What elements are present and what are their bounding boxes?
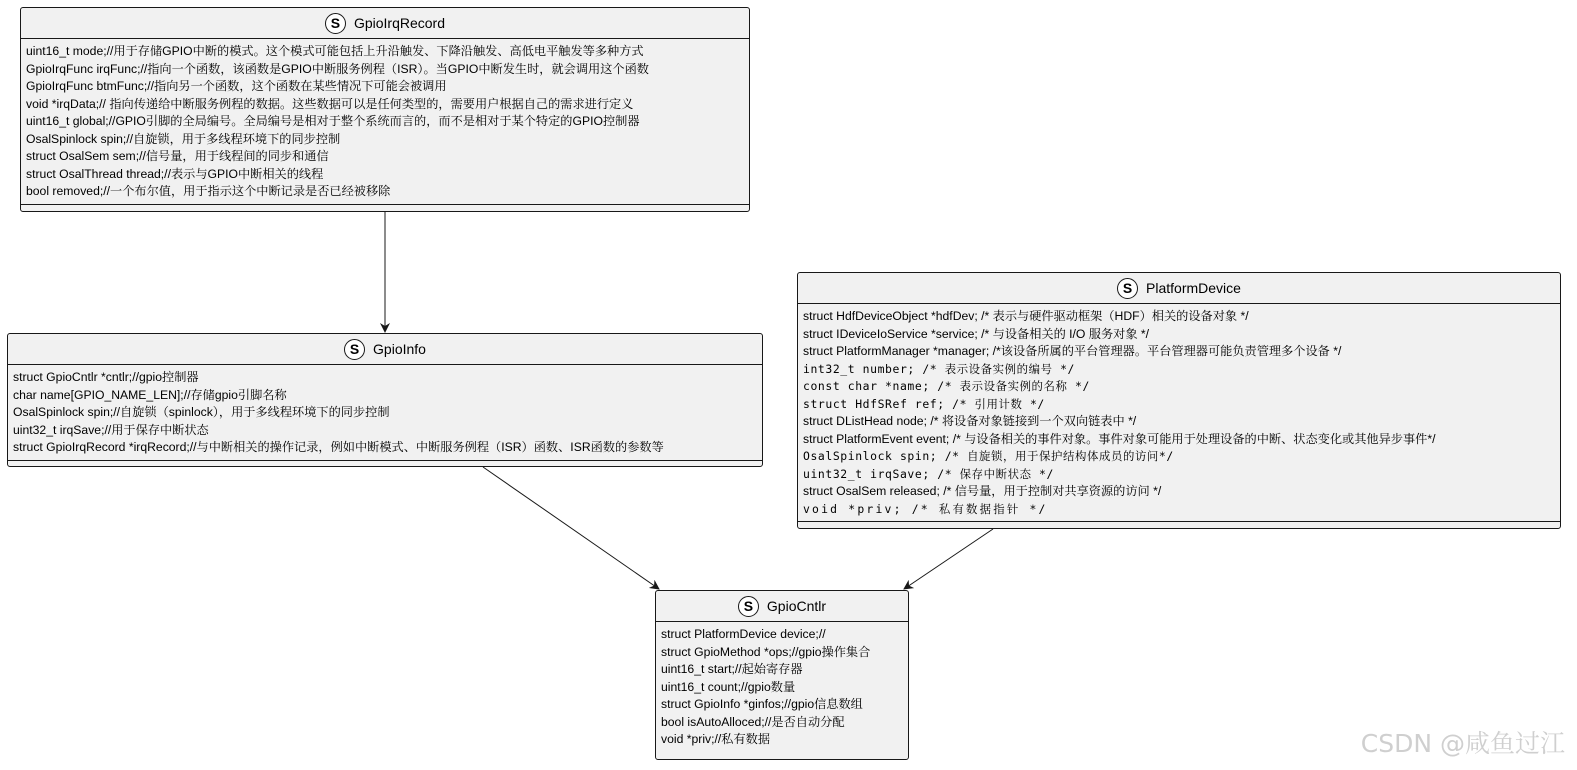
field-row: OsalSpinlock spin;//自旋锁，用于多线程环境下的同步控制 <box>26 131 341 146</box>
struct-stereotype-icon: S <box>325 13 346 34</box>
struct-stereotype-icon: S <box>344 339 365 360</box>
method-separator <box>21 204 749 213</box>
field-row: struct OsalSem released; /* 信号量，用于控制对共享资源的访问 */ <box>803 484 1162 498</box>
field-row: uint16_t global;//GPIO引脚的全局编号。全局编号是相对于整个系统而言的，而不是相对于某个特定的GPIO控制器 <box>26 114 640 128</box>
field-row: struct OsalSem sem;//信号量，用于线程间的同步和通信 <box>26 149 329 163</box>
field-row: bool removed;//一个布尔值，用于指示这个中断记录是否已经被移除 <box>26 184 391 198</box>
class-title: GpioIrqRecord <box>353 15 446 31</box>
edge-gpioinfo-to-gpiocntlr <box>483 467 659 589</box>
field-row: struct PlatformManager *manager; /*该设备所属的平台管理器。平台管理器可能负责管理多个设备 */ <box>803 344 1342 358</box>
field-row: struct PlatformEvent event; /* 与设备相关的事件对象。事件对象可能用于处理设备的中断、状态变化或其他异步事件*/ <box>803 431 1436 446</box>
class-box-gpioinfo[interactable] <box>7 333 763 467</box>
field-row: struct GpioMethod *ops;//gpio操作集合 <box>661 644 871 659</box>
field-row: struct HdfDeviceObject *hdfDev; /* 表示与硬件驱动框架（HDF）相关的设备对象 */ <box>803 309 1249 323</box>
method-separator <box>798 521 1560 530</box>
watermark: CSDN @咸鱼过江 <box>1360 729 1565 758</box>
field-row: struct IDeviceIoService *service; /* 与设备相关的 I/O 服务对象 */ <box>803 326 1150 341</box>
class-title: GpioInfo <box>373 341 426 357</box>
field-row: void *priv; /* 私有数据指针 */ <box>803 501 1048 516</box>
class-header <box>656 591 908 622</box>
field-row: void *irqData;// 指向传递给中断服务例程的数据。这些数据可以是任何类型的，需要用户根据自己的需求进行定义 <box>26 96 634 111</box>
field-row: struct OsalThread thread;//表示与GPIO中断相关的线程 <box>26 166 324 181</box>
edge-platformdevice-to-gpiocntlr <box>904 529 993 589</box>
field-row: OsalSpinlock spin; /* 自旋锁，用于保护结构体成员的访问*/ <box>803 449 1174 463</box>
class-header <box>21 8 749 39</box>
class-title: PlatformDevice <box>1146 280 1241 296</box>
field-row: void *priv;//私有数据 <box>661 732 771 746</box>
class-header <box>8 334 762 365</box>
field-row: struct DListHead node; /* 将设备对象链接到一个双向链表中 */ <box>803 414 1137 428</box>
field-row: char name[GPIO_NAME_LEN];//存储gpio引脚名称 <box>13 387 287 402</box>
field-row: uint32_t irqSave; /* 保存中断状态 */ <box>803 466 1054 481</box>
field-row: struct GpioIrqRecord *irqRecord;//与中断相关的操作记录，例如中断模式、中断服务例程（ISR）函数、ISR函数的参数等 <box>13 440 664 454</box>
class-box-gpiocntlr[interactable] <box>655 590 909 760</box>
field-row: uint32_t irqSave;//用于保存中断状态 <box>13 422 209 437</box>
field-row: OsalSpinlock spin;//自旋锁（spinlock），用于多线程环境下的同步控制 <box>13 405 390 419</box>
field-list <box>8 365 762 460</box>
field-list <box>656 622 908 752</box>
field-row: struct GpioCntlr *cntlr;//gpio控制器 <box>13 370 199 384</box>
class-header <box>798 273 1560 304</box>
field-row: uint16_t start;//起始寄存器 <box>661 662 803 676</box>
field-row: const char *name; /* 表示设备实例的名称 */ <box>803 379 1090 393</box>
struct-stereotype-icon: S <box>738 596 759 617</box>
field-list <box>798 304 1560 521</box>
field-row: bool isAutoAlloced;//是否自动分配 <box>661 714 845 729</box>
field-row: struct HdfSRef ref; /* 引用计数 */ <box>803 396 1045 411</box>
field-row: struct GpioInfo *ginfos;//gpio信息数组 <box>661 697 863 711</box>
field-row: GpioIrqFunc btmFunc;//指向另一个函数，这个函数在某些情况下可能会被调用 <box>26 79 447 93</box>
field-row: int32_t number; /* 表示设备实例的编号 */ <box>803 361 1075 376</box>
field-row: struct PlatformDevice device;// <box>661 627 826 641</box>
struct-stereotype-icon: S <box>1117 278 1138 299</box>
class-title: GpioCntlr <box>766 598 827 614</box>
field-row: uint16_t mode;//用于存储GPIO中断的模式。这个模式可能包括上升沿触发、下降沿触发、高低电平触发等多种方式 <box>26 44 644 58</box>
field-row: GpioIrqFunc irqFunc;//指向一个函数，该函数是GPIO中断服务例程（ISR）。当GPIO中断发生时，就会调用这个函数 <box>26 61 649 76</box>
class-box-gpioirqrecord[interactable] <box>20 7 750 212</box>
field-list <box>21 39 749 204</box>
method-separator <box>8 460 762 469</box>
class-box-platformdevice[interactable] <box>797 272 1561 529</box>
field-row: uint16_t count;//gpio数量 <box>661 679 796 694</box>
